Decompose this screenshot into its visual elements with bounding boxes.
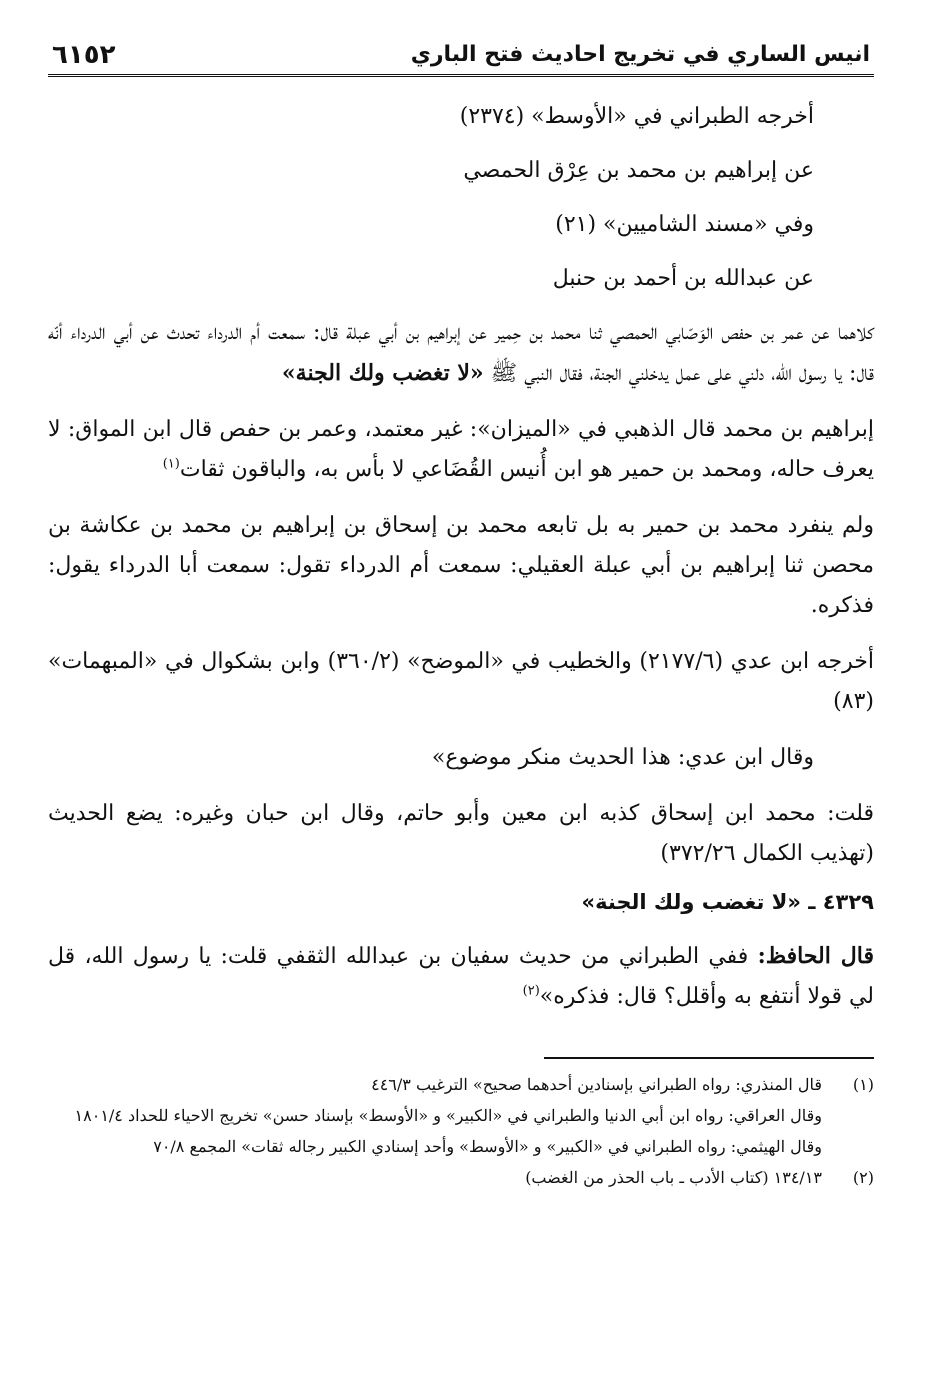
footnote-number [822,1100,874,1131]
book-page [48,32,874,1193]
footnote-item [48,1069,874,1100]
footnote-ref-1: (١) [162,456,180,472]
footnote-text: قال المنذري: رواه الطبراني بإسنادين أحدهما صحيح» الترغيب ٤٤٦/٣ [371,1075,822,1094]
footnote-separator [544,1057,874,1059]
main-text [48,97,874,1017]
paragraph-hafiz-quote [48,936,874,1017]
paragraph-ibn-adi-verdict: وقال ابن عدي: هذا الحديث منكر موضوع» [431,745,814,770]
footnote-text: ١٣٤/١٣ (كتاب الأدب ـ باب الحذر من الغضب) [525,1168,822,1187]
paragraph-takhrij-awsat: أخرجه الطبراني في «الأوسط» (٢٣٧٤) [459,104,814,129]
footnote-number: (٢) [852,1168,874,1187]
footnotes [48,1069,874,1193]
hadith-matn: «لا تغضب ولك الجنة» [281,360,484,386]
footnote-text: وقال العراقي: رواه ابن أبي الدنيا والطبراني في «الكبير» و «الأوسط» بإسناد حسن» تخريج الاحياء للحداد ١٨٠١/٤ [74,1106,822,1125]
paragraph-narrators-grading [48,410,874,490]
paragraph-author-comment: قلت: محمد ابن إسحاق كذبه ابن معين وأبو حاتم، وقال ابن حبان وغيره: يضع الحديث (تهذيب الكمال ٣٧٢/٢٦) [48,801,874,866]
footnote-item [48,1100,874,1131]
paragraph-takhrij-shamiyyin: وفي «مسند الشاميين» (٢١) [555,212,814,237]
page-header [48,32,874,77]
footnote-item [48,1162,874,1193]
paragraph-chain-2: عن عبدالله بن أحمد بن حنبل [552,266,814,291]
footnote-text: وقال الهيثمي: رواه الطبراني في «الكبير» و «الأوسط» وأحد إسنادي الكبير رجاله ثقات» المجمع ٧٠/٨ [153,1137,822,1156]
hafiz-text: ففي الطبراني من حديث سفيان بن عبدالله الثقفي قلت: يا رسول الله، قل لي قولا أنتفع به وأقلل؟ قال: فذكره» [48,944,874,1009]
footnote-number: (١) [852,1075,874,1094]
paragraph-mutabaa: ولم ينفرد محمد بن حمير به بل تابعه محمد بن إسحاق بن إبراهيم بن محمد بن عكاشة بن محصن ثنا إبراهيم بن أبي عبلة العقيلي: سمعت أم الدرداء تقول: سمعت أبا الدرداء يقول: فذكره. [48,513,874,618]
running-title: انيس الساري في تخريج احاديث فتح الباري [410,42,870,67]
hadith-heading: ٤٣٢٩ ـ «لا تغضب ولك الجنة» [581,890,874,914]
page-number: ٦١٥٢ [52,40,116,70]
paragraph-isnad [48,313,874,394]
footnote-ref-2: (٢) [522,983,540,999]
footnote-number [822,1131,874,1162]
grading-text: إبراهيم بن محمد قال الذهبي في «الميزان»: غير معتمد، وعمر بن حفص قال ابن المواق: لا يعرف حاله، ومحمد بن حمير هو ابن أُنيس القُضَاعي لا بأس به، والباقون ثقات [48,417,874,482]
isnad-text: كلاهما عن عمر بن حفص الوَصّابي الحمصي ثنا محمد بن حِمير عن إبراهيم بن أبي عبلة قال: سمعت أم الدرداء تحدث عن أبي الدرداء أنّه قال: يا رسول الله، دلني على عمل يدخلني الجنة، فقال النبي ﷺ [48,320,874,386]
paragraph-chain-1: عن إبراهيم بن محمد بن عِرْق الحمصي [463,158,814,183]
footnote-item [48,1131,874,1162]
paragraph-takhrij-ibn-adi: أخرجه ابن عدي (٢١٧٧/٦) والخطيب في «الموضح» (٣٦٠/٢) وابن بشكوال في «المبهمات» (٨٣) [48,649,874,714]
hafiz-label: قال الحافظ: [757,943,874,969]
